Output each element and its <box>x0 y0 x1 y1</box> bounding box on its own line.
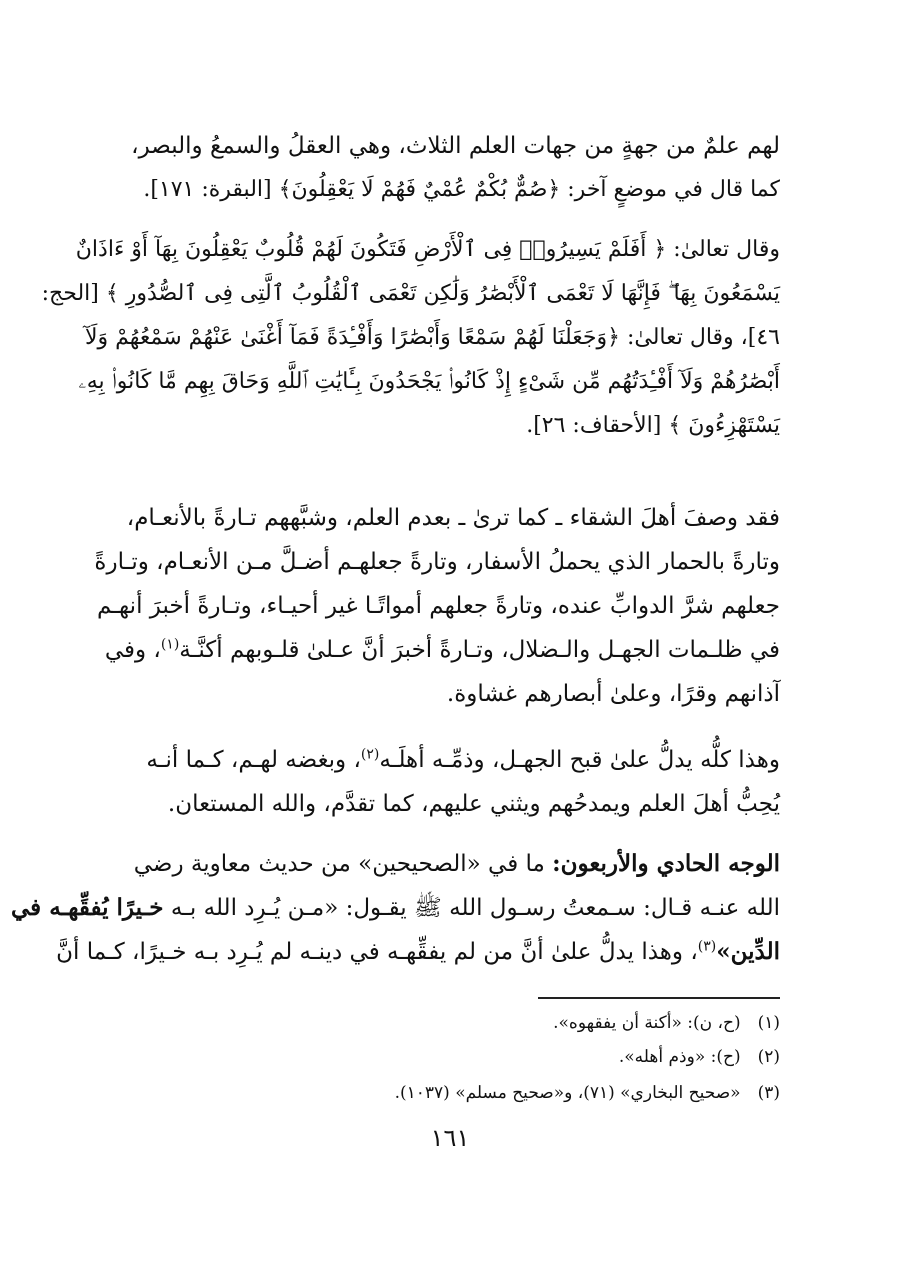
page-number: ١٦١ <box>430 1124 470 1152</box>
footnote-number: (٣) <box>757 1083 780 1103</box>
text-segment: وهذا كلُّه يدلُّ علىٰ قبح الجهـل، وذمِّـه أهلَـه <box>379 747 780 773</box>
text-line: لهم علمٌ من جهةٍ من جهات العلم الثلاث، وهي العقلُ والسمعُ والبصر، <box>131 133 780 159</box>
footnote-text: «صحيح البخاري» (٧١)، و«صحيح مسلم» (١٠٣٧). <box>394 1083 741 1103</box>
paragraph-1 <box>120 124 780 212</box>
text-line-quran-quote: كما قال في موضعٍ آخر: ﴿صُمٌّ بُكْمٌ عُمْيٌ فَهُمْ لَا يَعْقِلُونَ﴾ [البقرة: ١٧١]. <box>143 177 780 202</box>
text-line: فقد وصفَ أهلَ الشقاء ـ كما ترىٰ ـ بعدم العلم، وشبَّههم تـارةً بالأنعـام، <box>126 505 780 531</box>
text-segment: ما في «الصحيحين» من حديث معاوية رضي <box>133 851 553 877</box>
hadith-text: خـيرًا يُفقِّهـه في <box>11 894 164 921</box>
paragraph-4 <box>120 738 780 826</box>
text-line <box>56 930 780 974</box>
text-line: ٤٦]، وقال تعالىٰ: ﴿وَجَعَلْنَا لَهُمْ سَمْعًا وَأَبْصَٰرًا وَأَفْـِٔدَةً فَمَآ أَغْنَىٰ عَنْهُمْ سَمْعُهُمْ وَلَآ <box>84 325 780 350</box>
text-line <box>120 842 780 886</box>
paragraph-3 <box>94 496 780 716</box>
text-line: وتارةً بالحمار الذي يحملُ الأسفار، وتارةً جعلهـم أضـلَّ مـن الأنعـام، وتـارةً <box>94 549 780 575</box>
hadith-text: الدِّين» <box>716 938 780 965</box>
text-line <box>104 628 780 672</box>
footnote-1 <box>120 1012 780 1034</box>
text-segment: ، وهذا يدلُّ علىٰ أنَّ من لم يفقِّهـه في دينـه لم يُـرِد بـه خـيرًا، كـما أنَّ <box>56 939 698 965</box>
footnote-number: (١) <box>757 1013 780 1033</box>
text-line: آذانهم وقرًا، وعلىٰ أبصارهم غشاوة. <box>446 681 780 707</box>
text-line: جعلهم شرَّ الدوابِّ عنده، وتارةً جعلهم أمواتًـا غير أحيـاء، وتـارةً أخبرَ أنهـم <box>97 593 780 619</box>
footnote-3 <box>120 1082 780 1104</box>
text-segment: الله عنـه قـال: سـمعتُ رسـول الله ﷺ يقـول: «مـن يُـرِد الله بـه <box>170 895 780 921</box>
text-line: أَبْصَٰرُهُمْ وَلَآ أَفْـِٔدَتُهُم مِّن شَىْءٍ إِذْ كَانُوا۟ يَجْحَدُونَ بِـَٔايَٰتِ ٱللَّهِ وَحَاقَ بِهِم مَّا كَانُوا۟ بِهِۦ <box>78 369 780 394</box>
paragraph-5 <box>11 842 780 974</box>
footnote-ref-3[interactable]: (٣) <box>697 938 717 955</box>
text-line: وقال تعالىٰ: ﴿ أَفَلَمْ يَسِيرُوا۟ فِى ٱلْأَرْضِ فَتَكُونَ لَهُمْ قُلُوبٌ يَعْقِلُونَ بِهَآ أَوْ ءَاذَانٌ <box>75 237 780 262</box>
text-segment: ، وبغضه لهـم، كـما أنـه <box>146 747 361 773</box>
text-segment: في ظلـمات الجهـل والـضلال، وتـارةً أخبرَ أنَّ عـلىٰ قلـوبهم أكنَّـة <box>179 637 780 663</box>
footnote-text: (ح): «وذم أهله». <box>618 1047 741 1067</box>
text-line: يَسْتَهْزِءُونَ ﴾ [الأحقاف: ٢٦]. <box>526 413 780 438</box>
text-segment: ، وفي <box>104 637 161 663</box>
footnote-ref-2[interactable]: (٢) <box>360 746 380 763</box>
text-line <box>120 738 780 782</box>
text-line <box>11 886 780 930</box>
text-line: يَسْمَعُونَ بِهَا ۖ فَإِنَّهَا لَا تَعْمَى ٱلْأَبْصَٰرُ وَلَٰكِن تَعْمَى ٱلْقُلُوبُ ٱلَّتِى فِى ٱلصُّدُورِ ﴾ [الحج: <box>41 281 780 306</box>
footnote-number: (٢) <box>757 1047 780 1067</box>
paragraph-2-quran <box>41 228 780 448</box>
text-line: يُحِبُّ أهلَ العلم ويمدحُهم ويثني عليهم، كما تقدَّم، والله المستعان. <box>167 791 780 817</box>
footnote-text: (ح، ن): «أكنة أن يفقهوه». <box>553 1013 741 1033</box>
footnote-divider <box>538 997 780 999</box>
section-heading: الوجه الحادي والأربعون: <box>552 850 780 877</box>
footnote-2 <box>120 1046 780 1068</box>
footnote-ref-1[interactable]: (١) <box>160 636 180 653</box>
